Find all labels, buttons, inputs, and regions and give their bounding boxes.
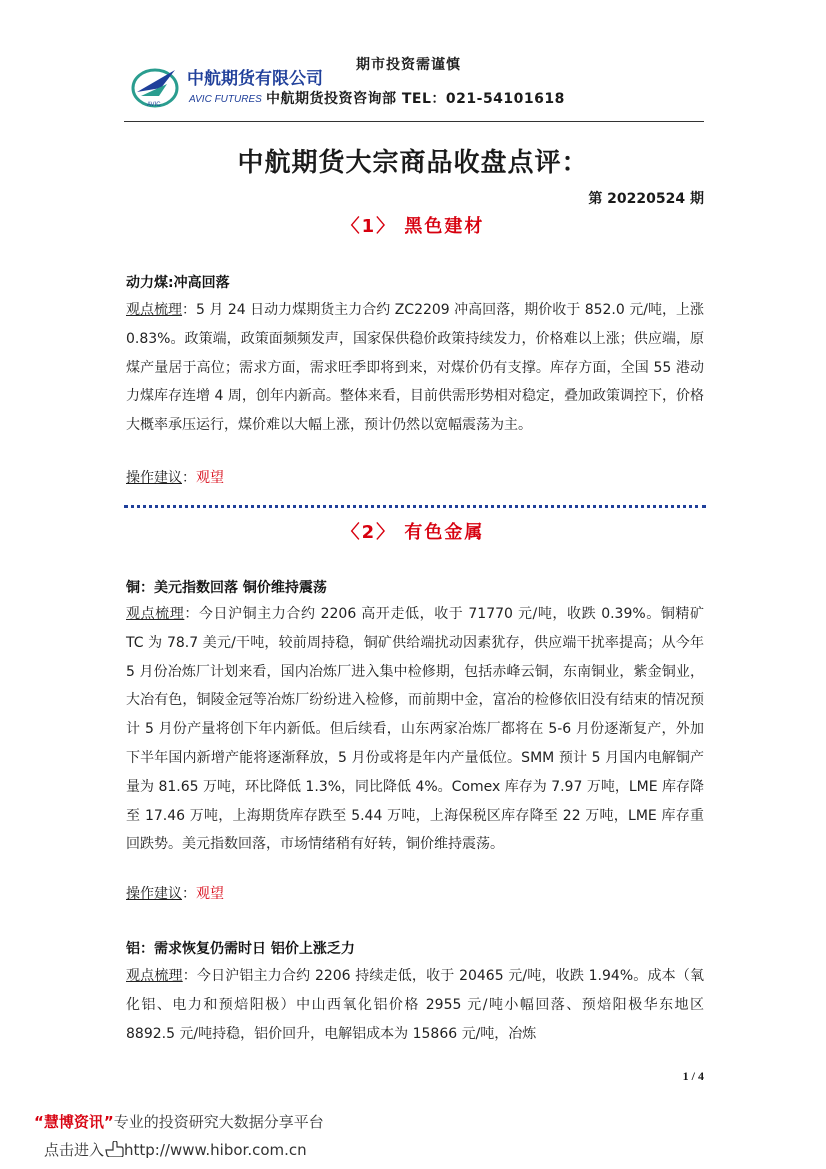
- advice-value: 观望: [196, 886, 224, 902]
- footer-link-row[interactable]: [44, 1139, 307, 1160]
- footer-tagline: 专业的投资研究大数据分享平台: [113, 1113, 324, 1131]
- analysis-text: ：今日沪铝主力合约 2206 持续走低，收于 20465 元/吨，收跌 1.94%。成本（氧化铝、电力和预焙阳极）中山西氧化铝价格 2955 元/吨小幅回落、预焙阳极华东地区 8892.5 元/吨持稳，铝价回升，电解铝成本为 15866 元/吨，冶炼: [126, 968, 705, 1042]
- advice-label: 操作建议: [126, 470, 182, 486]
- footer-brand: “慧博资讯”: [34, 1113, 114, 1131]
- footer-url-link[interactable]: http://www.hibor.com.cn: [124, 1141, 307, 1159]
- document-title: 中航期货大宗商品收盘点评：: [237, 148, 589, 178]
- item-subhead-copper: 铜：美元指数回落 铜价维持震荡: [126, 580, 327, 596]
- issue-number: 第 20220524 期: [588, 191, 704, 207]
- item-advice-thermal-coal: [126, 467, 224, 487]
- item-analysis-thermal-coal: [126, 296, 704, 440]
- footer-promo: [34, 1111, 324, 1132]
- logo-cn-name: 中航期货有限公司: [187, 69, 323, 89]
- analysis-text: ：5 月 24 日动力煤期货主力合约 ZC2209 冲高回落，期价收于 852.0 元/吨，上涨 0.83%。政策端，政策面频频发声，国家保供稳价政策持续发力，价格难以上涨；供应端，原煤产量居于高位；需求方面，需求旺季即将到来，对煤价仍有支撑。库存方面，全国 55 港动力煤库存连增 4 周，创年内新高。整体来看，目前供需形势相对稳定，叠加政策调控下，价格大概率承压运行，煤价难以大幅上涨，预计仍然以宽幅震荡为主。: [126, 302, 705, 434]
- analysis-text: ：今日沪铜主力合约 2206 高开走低，收于 71770 元/吨，收跌 0.39%。铜精矿 TC 为 78.7 美元/干吨，较前周持稳，铜矿供给端扰动因素犹存，供应端干扰率提高；从今年 5 月份冶炼厂计划来看，国内冶炼厂进入集中检修期，包括赤峰云铜，东南铜业，紫金铜业，大冶有色，铜陵金冠等冶炼厂纷纷进入检修，而前期中金，富冶的检修依旧没有结束的情况预计 5 月份产量将创下年内新低。但后续看，山东两家冶炼厂都将在 5-6 月份逐渐复产，外加下半年国内新增产能将逐渐释放，5 月份或将是年内产量低位。SMM 预计 5 月国内电解铜产量为 81.65 万吨，环比降低 1.3%，同比降低 4%。Comex 库存为 7.97 万吨，LME 库存降至 17.46 万吨，上海期货库存跌至 5.44 万吨，上海保税区库存降至 22 万吨，LME 库存重回跌势。美元指数回落，市场情绪稍有好转，铜价维持震荡。: [126, 606, 705, 853]
- section-divider: [124, 505, 706, 508]
- logo-badge: AVIC: [147, 102, 161, 108]
- analysis-label: 观点梳理: [126, 968, 183, 984]
- advice-label: 操作建议: [126, 886, 182, 902]
- item-subhead-thermal-coal: 动力煤:冲高回落: [126, 275, 230, 291]
- section-heading-ferrous: 〈1〉 黑色建材: [341, 216, 485, 237]
- section-heading-nonferrous: 〈2〉 有色金属: [341, 522, 485, 543]
- analysis-label: 观点梳理: [126, 302, 183, 318]
- header-contact: 中航期货投资咨询部 TEL：021-54101618: [266, 91, 565, 107]
- logo-en-name: AVIC FUTURES: [189, 94, 262, 105]
- pointer-hand-icon: [104, 1141, 124, 1157]
- item-analysis-aluminum: [126, 962, 704, 1048]
- advice-separator: ：: [182, 886, 196, 902]
- item-analysis-copper: [126, 600, 704, 859]
- header-divider: [124, 121, 704, 122]
- item-subhead-aluminum: 铝：需求恢复仍需时日 铝价上涨乏力: [126, 941, 355, 957]
- header-disclaimer: 期市投资需谨慎: [356, 57, 461, 73]
- item-advice-copper: [126, 883, 224, 903]
- footer-link-prefix: 点击进入: [44, 1141, 105, 1159]
- advice-value: 观望: [196, 470, 224, 486]
- page-number: 1 / 4: [682, 1069, 704, 1083]
- advice-separator: ：: [182, 470, 196, 486]
- analysis-label: 观点梳理: [126, 606, 185, 622]
